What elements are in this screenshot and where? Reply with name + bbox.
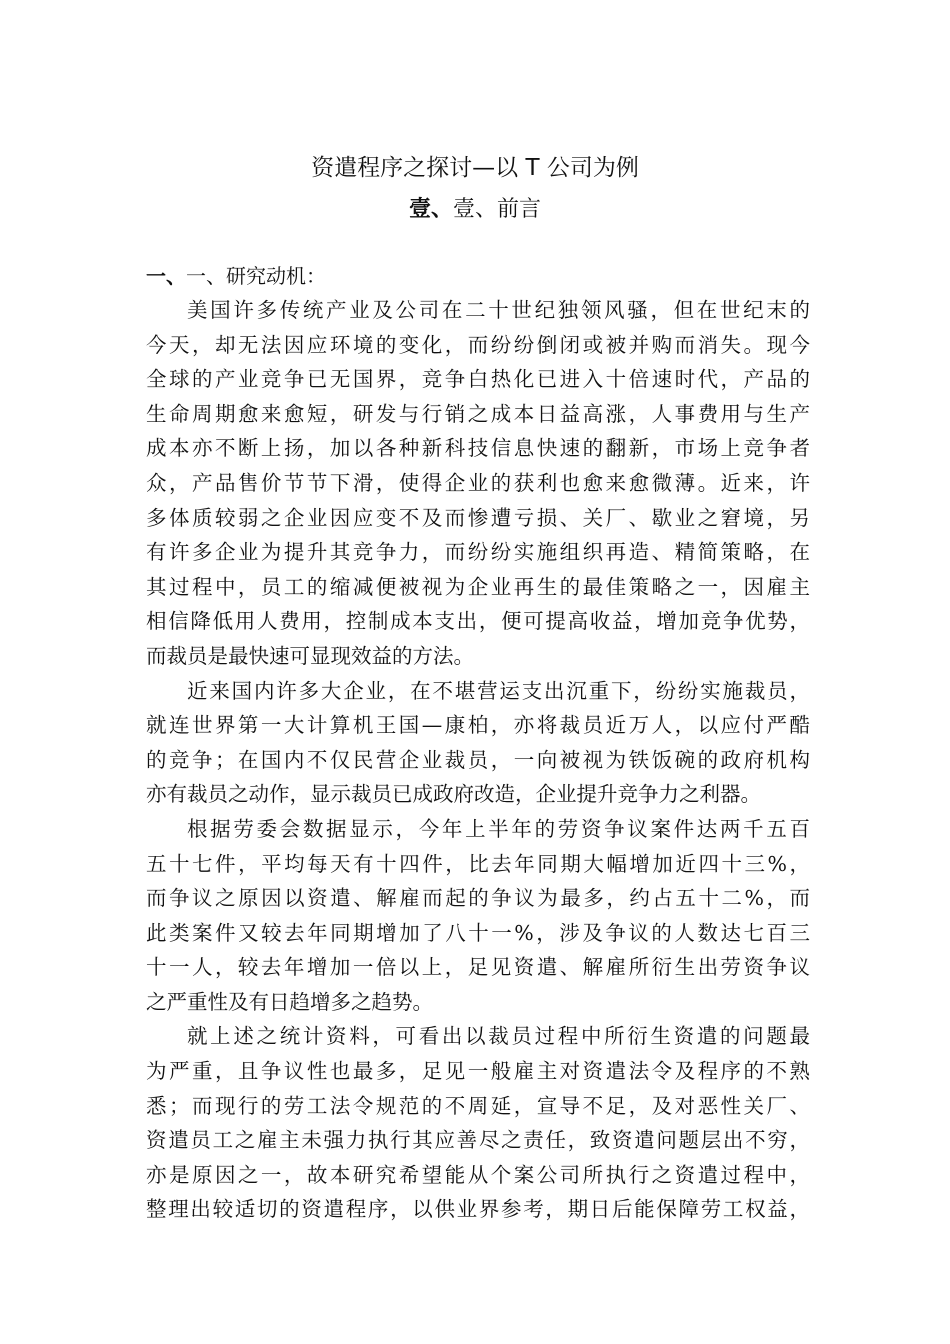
paragraph-line: 之严重性及有日趋增多之趋势。 bbox=[146, 989, 433, 1014]
paragraph-line: 就上述之统计资料，可看出以裁员过程中所衍生资遣的问题最 bbox=[187, 1024, 810, 1049]
paragraph-line: 资遣员工之雇主未强力执行其应善尽之责任，致资遣问题层出不穷， bbox=[146, 1128, 810, 1153]
paragraph-line: 其过程中，员工的缩减便被视为企业再生的最佳策略之一，因雇主 bbox=[146, 574, 810, 599]
paragraph-line: 而争议之原因以资遣、解雇而起的争议为最多，约占五十二%，而 bbox=[146, 886, 810, 911]
paragraph-line: 有许多企业为提升其竞争力，而纷纷实施组织再造、精简策略，在 bbox=[146, 540, 810, 565]
paragraph-line: 此类案件又较去年同期增加了八十一%，涉及争议的人数达七百三 bbox=[146, 920, 810, 945]
paragraph-line: 多体质较弱之企业因应变不及而惨遭亏损、关厂、歇业之窘境，另 bbox=[146, 505, 810, 530]
section-number: 壹、 bbox=[408, 196, 453, 222]
paragraph-line: 亦是原因之一，故本研究希望能从个案公司所执行之资遣过程中， bbox=[146, 1162, 810, 1187]
paragraph-line: 相信降低用人费用，控制成本支出，便可提高收益，增加竞争优势， bbox=[146, 609, 810, 634]
document-body bbox=[146, 293, 810, 1227]
paragraph-line: 而裁员是最快速可显现效益的方法。 bbox=[146, 643, 474, 668]
document-title: 资遣程序之探讨—以 T 公司为例 bbox=[311, 155, 639, 181]
paragraph-3 bbox=[146, 812, 810, 1020]
paragraph-line: 近来国内许多大企业，在不堪营运支出沉重下，纷纷实施裁员， bbox=[187, 678, 810, 703]
paragraph-line: 美国许多传统产业及公司在二十世纪独领风骚，但在世纪末的 bbox=[187, 298, 810, 322]
paragraph-line: 为严重，且争议性也最多，足见一般雇主对资遣法令及程序的不熟 bbox=[146, 1059, 810, 1084]
subsection-heading bbox=[146, 259, 326, 293]
paragraph-line: 今天，却无法因应环境的变化，而纷纷倒闭或被并购而消失。现今 bbox=[146, 332, 810, 357]
paragraph-line: 就连世界第一大计算机王国—康柏，亦将裁员近万人，以应付严酷 bbox=[146, 713, 810, 738]
section-heading bbox=[0, 192, 950, 227]
paragraph-line: 五十七件，平均每天有十四件，比去年同期大幅增加近四十三%， bbox=[146, 851, 810, 876]
paragraph-2 bbox=[146, 674, 810, 812]
paragraph-line: 根据劳委会数据显示，今年上半年的劳资争议案件达两千五百 bbox=[187, 816, 810, 841]
paragraph-line: 十一人，较去年增加一倍以上，足见资遣、解雇所衍生出劳资争议 bbox=[146, 955, 810, 980]
paragraph-1 bbox=[146, 293, 810, 674]
paragraph-line: 生命周期愈来愈短，研发与行销之成本日益高涨，人事费用与生产 bbox=[146, 401, 810, 426]
section-label: 壹、前言 bbox=[453, 197, 542, 222]
paragraph-line: 亦有裁员之动作，显示裁员已成政府改造，企业提升竞争力之利器。 bbox=[146, 782, 761, 807]
paragraph-line: 众，产品售价节节下滑，使得企业的获利也愈来愈微薄。近来，许 bbox=[146, 470, 810, 495]
paragraph-line: 的竞争；在国内不仅民营企业裁员，一向被视为铁饭碗的政府机构 bbox=[146, 747, 810, 772]
paragraph-line: 成本亦不断上扬，加以各种新科技信息快速的翻新，市场上竞争者 bbox=[146, 436, 810, 461]
subsection-label: 一、研究动机： bbox=[186, 264, 326, 288]
paragraph-line: 整理出较适切的资遣程序，以供业界参考，期日后能保障劳工权益， bbox=[146, 1197, 810, 1222]
paragraph-line: 悉；而现行的劳工法令规范的不周延，宣导不足，及对恶性关厂、 bbox=[146, 1093, 810, 1118]
paragraph-line: 全球的产业竞争已无国界，竞争白热化已进入十倍速时代，产品的 bbox=[146, 367, 810, 392]
paragraph-4 bbox=[146, 1019, 810, 1227]
subsection-number: 一、 bbox=[146, 264, 186, 288]
